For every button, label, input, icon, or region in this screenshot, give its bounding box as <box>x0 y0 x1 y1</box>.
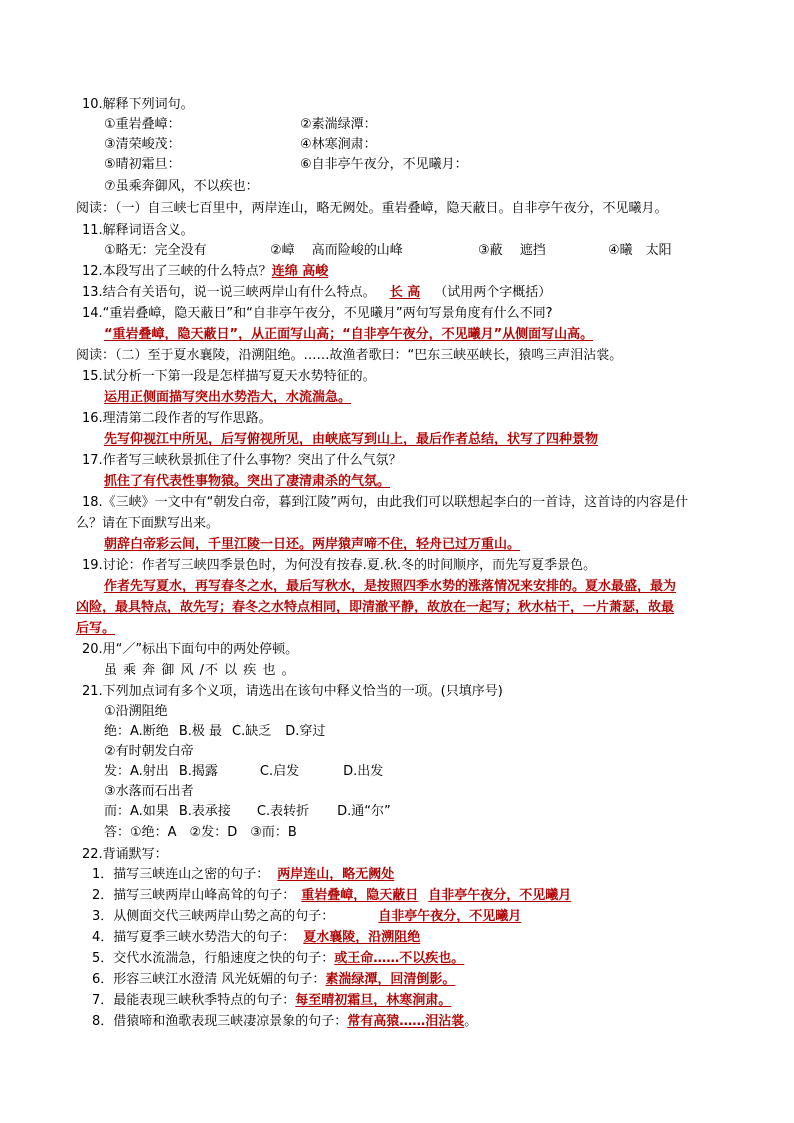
q13-question: 13.结合有关语句，说一说三峡两岸山有什么特点。 <box>82 285 376 300</box>
q22-item-5-question: 5．交代水流湍急，行船速度之快的句子： <box>92 951 335 966</box>
q19-answer-line-1: 作者先写夏水，再写春冬之水，最后写秋水，是按照四季水势的涨落情况来安排的。夏水最盛，最为 <box>104 579 677 594</box>
q19-answer-line-3: 后写。 <box>76 621 116 636</box>
q21-o1-d: D.穿过 <box>285 724 326 739</box>
q22-item-2-question: 2．描写三峡两岸山峰高耸的句子： <box>92 888 296 903</box>
q22-item-2-answer-a: 重岩叠嶂，隐天蔽日 <box>301 888 419 903</box>
q22-item-1-question: 1．描写三峡连山之密的句子： <box>92 867 270 882</box>
q22-item-8 <box>92 1013 477 1033</box>
q18-question-line-1: 18.《三峡》一文中有“朝发白帝，暮到江陵”两句，由此我们可以联想起李白的一首诗，这首诗的内容是什 <box>82 495 689 510</box>
q21-question: 21.下列加点词有多个义项，请选出在该句中释义恰当的一项。(只填序号) <box>82 684 503 699</box>
q22-item-6-question: 6．形容三峡江水澄清 风光妩媚的句子： <box>92 972 326 987</box>
q10-item-4: ④林寒涧肃： <box>300 137 377 152</box>
q11-item-1: ①略无：完全没有 <box>104 243 207 258</box>
q19-answer-line-2: 凶险，最具特点，故先写；春冬之水特点相同，即清澈平静，故放在一起写；秋水枯干，一片萧瑟，故最 <box>76 600 675 615</box>
q22-item-8-question: 8．借猿啼和渔歌表现三峡凄凉景象的句子： <box>92 1014 348 1029</box>
q10-item-7: ⑦虽乘奔御风，不以疾也： <box>104 179 259 194</box>
q22-item-4 <box>92 929 434 949</box>
reading-passage-2: 阅读：（二）至于夏水襄陵，沿溯阻绝。……故渔者歌曰：“巴东三峡巫峡长，猿鸣三声泪沾裳。 <box>76 348 623 363</box>
q22-item-8-answer: 常有高猿……泪沾裳 <box>347 1014 465 1029</box>
q12-answer: 连绵 高峻 <box>271 264 329 279</box>
q22-item-4-question: 4．描写夏季三峡水势浩大的句子： <box>92 930 296 945</box>
q15-question: 15.试分析一下第一段是怎样描写夏天水势特征的。 <box>82 369 376 384</box>
q22-item-4-answer: 夏水襄陵，沿溯阻绝 <box>303 930 421 945</box>
q21-o2-b: B.揭露 <box>178 764 218 779</box>
q21-o1-a: 绝：A.断绝 <box>104 724 169 739</box>
q11-item-3: ③蔽 遮挡 <box>478 243 546 258</box>
q11-item-4: ④曦 太阳 <box>608 243 672 258</box>
q21-options-1 <box>104 723 325 743</box>
q21-o3-a: 而：A.如果 <box>104 804 169 819</box>
q14-question: 14.“重岩叠嶂，隐天蔽日”和“自非亭午夜分，不见曦月”两句写景角度有什么不同? <box>82 306 553 321</box>
q22-item-5 <box>92 950 474 970</box>
q18-answer: 朝辞白帝彩云间，千里江陵一日还。两岸猿声啼不住，轻舟已过万重山。 <box>104 537 521 552</box>
q22-item-3 <box>92 908 533 928</box>
q13-line <box>82 284 551 304</box>
q15-answer: 运用正侧面描写突出水势浩大，水流湍急。 <box>104 390 352 405</box>
q22-item-6 <box>92 971 455 991</box>
q21-o1-b: B.极 最 <box>178 724 222 739</box>
q22-item-3-question: 3．从侧面交代三峡两岸山势之高的句子： <box>92 909 335 924</box>
q17-answer: 抓住了有代表性事物猿。突出了凄清肃杀的气氛。 <box>104 474 391 489</box>
q14-answer: “重岩叠嶂，隐天蔽日”，从正面写山高；“自非亭午夜分，不见曦月”从侧面写山高。 <box>104 327 594 342</box>
q10-item-6: ⑥自非亭午夜分，不见曦月： <box>300 157 468 172</box>
q21-sentence-3: ③水落而石出者 <box>104 784 194 799</box>
q22-item-2-answer-b: 自非亭午夜分，不见曦月 <box>428 888 572 903</box>
q21-o3-b: B.表承接 <box>178 804 231 819</box>
q21-o2-d: D.出发 <box>343 764 384 779</box>
q10-item-3: ③清荣峻茂： <box>104 137 181 152</box>
q13-note: （试用两个字概括） <box>434 285 552 300</box>
q10-item-1: ①重岩叠嶂： <box>104 117 181 132</box>
q22-item-7-answer: 每至晴初霜旦，林寒涧肃。 <box>295 993 452 1008</box>
q10-item-5: ⑤晴初霜旦： <box>104 157 181 172</box>
q21-o2-a: 发：A.射出 <box>104 764 169 779</box>
q10-item-2: ②素湍绿潭： <box>300 117 377 132</box>
q21-sentence-2: ②有时朝发白帝 <box>104 744 194 759</box>
q22-item-7-question: 7．最能表现三峡秋季特点的句子： <box>92 993 296 1008</box>
q18-question-line-2: 么？请在下面默写出来。 <box>76 516 220 531</box>
q13-answer: 长 高 <box>389 285 421 300</box>
q21-o2-c: C.启发 <box>259 764 300 779</box>
q22-item-2 <box>92 887 571 907</box>
q20-question: 20.用“／”标出下面句中的两处停顿。 <box>82 642 299 657</box>
q22-item-7 <box>92 992 451 1012</box>
q21-answer: 答：①绝：A ②发：D ③而：B <box>104 825 297 840</box>
q22-item-5-answer: 或王命……不以疾也。 <box>334 951 465 966</box>
q17-question: 17.作者写三峡秋景抓住了什么事物？突出了什么气氛？ <box>82 453 402 468</box>
q21-sentence-1: ①沿溯阻绝 <box>104 704 168 719</box>
q21-o3-d: D.通“尔” <box>337 804 391 819</box>
q22-item-1 <box>92 866 402 886</box>
q20-answer: 虽 乘 奔 御 风 /不 以 疾 也 。 <box>104 663 296 678</box>
q21-options-2 <box>104 763 383 783</box>
q11-title: 11.解释词语含义。 <box>82 223 194 238</box>
q21-options-3 <box>104 803 391 823</box>
q19-question: 19.讨论：作者写三峡四季景色时，为何没有按春.夏.秋.冬的时间顺序，而先写夏季景色。 <box>82 558 597 573</box>
q10-title: 10.解释下列词句。 <box>82 97 194 112</box>
q22-item-1-answer: 两岸连山，略无阙处 <box>277 867 395 882</box>
q12-line <box>82 263 328 283</box>
q11-item-2: ②嶂 高而险峻的山峰 <box>270 243 403 258</box>
q22-item-8-end: 。 <box>464 1014 478 1029</box>
q22-item-3-answer: 自非亭午夜分，不见曦月 <box>378 909 522 924</box>
q22-item-6-answer: 素湍绿潭，回清倒影。 <box>325 972 456 987</box>
q12-question: 12.本段写出了三峡的什么特点？ <box>82 264 272 279</box>
q16-answer: 先写仰视江中所见，后写俯视所见，由峡底写到山上，最后作者总结，状写了四种景物 <box>104 432 599 447</box>
q16-question: 16.理清第二段作者的写作思路。 <box>82 411 272 426</box>
reading-passage-1: 阅读：（一）自三峡七百里中，两岸连山，略无阙处。重岩叠嶂，隐天蔽日。自非亭午夜分，不见曦月。 <box>76 201 668 216</box>
q21-o1-c: C.缺乏 <box>232 724 272 739</box>
q21-o3-c: C.表转折 <box>256 804 310 819</box>
q22-title: 22.背诵默写： <box>82 847 168 862</box>
